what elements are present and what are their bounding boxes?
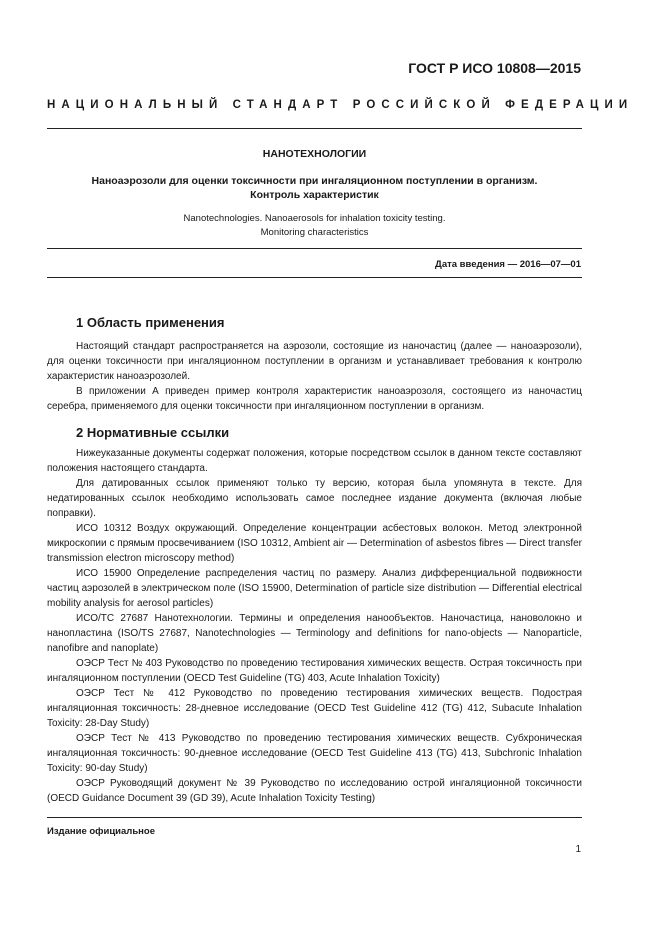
divider-top — [47, 128, 582, 129]
russian-title-line-1: Наноаэрозоли для оценки токсичности при ингаляционном поступлении в организм. — [91, 175, 538, 187]
section-2-heading: 2 Нормативные ссылки — [76, 425, 230, 440]
introduction-date: Дата введения — 2016—07—01 — [435, 259, 581, 270]
national-standard-title: НАЦИОНАЛЬНЫЙ СТАНДАРТ РОССИЙСКОЙ ФЕДЕРАЦИИ — [47, 99, 634, 111]
section-1-body — [47, 339, 582, 414]
reference-iso-10312: ИСО 10312 Воздух окружающий. Определение концентрации асбестовых волокон. Метод электронной микроскопии с прямым просвечиванием (ISO 10312, Ambient air — Determination of asbestos fibres — Direct transfer transmission electron microscopy method) — [47, 523, 582, 564]
standard-code: ГОСТ Р ИСО 10808—2015 — [408, 60, 581, 76]
english-title-line-2: Monitoring characteristics — [260, 227, 369, 238]
english-title — [47, 212, 582, 240]
reference-oecd-gd-39: ОЭСР Руководящий документ № 39 Руководство по исследованию острой ингаляционной токсичности (OECD Guidance Document 39 (GD 39), Acute Inhalation Toxicity Testing) — [47, 778, 582, 804]
paragraph: Настоящий стандарт распространяется на аэрозоли, состоящие из наночастиц (далее — наноаэрозоли), для оценки токсичности при ингаляционном поступлении в организм и устанавливает требования к контролю характеристик наноаэрозолей. — [47, 341, 582, 382]
page-number: 1 — [575, 844, 581, 855]
divider-bottom — [47, 817, 582, 818]
topic-heading: НАНОТЕХНОЛОГИИ — [262, 148, 367, 160]
divider-below-date — [47, 277, 582, 278]
russian-title — [47, 174, 582, 202]
reference-iso-15900: ИСО 15900 Определение распределения частиц по размеру. Анализ дифференциальной подвижности частиц аэрозолей в электрическом поле (ISO 15900, Determination of particle size distribution — Differential electrical mobility analysis for aerosol particles) — [47, 568, 582, 609]
divider-middle — [47, 248, 582, 249]
russian-title-line-2: Контроль характеристик — [250, 189, 379, 201]
section-2-body — [47, 446, 582, 806]
paragraph: Для датированных ссылок применяют только ту версию, которая была упомянута в тексте. Для недатированных ссылок необходимо использовать самое последнее издание документа (включая любые поправки). — [47, 478, 582, 519]
reference-oecd-403: ОЭСР Тест № 403 Руководство по проведению тестирования химических веществ. Острая токсичность при ингаляционном поступлении (OECD Test Guideline (TG) 403, Acute Inhalation Toxicity) — [47, 658, 582, 684]
paragraph: В приложении А приведен пример контроля характеристик наноаэрозоля, состоящего из наночастиц серебра, применяемого для оценки токсичности при ингаляционном поступлении в организм. — [47, 386, 582, 412]
reference-oecd-413: ОЭСР Тест № 413 Руководство по проведению тестирования химических веществ. Субхроническая ингаляционная токсичность: 90-дневное исследование (OECD Test Guideline 413 (TG) 413, Subchronic Inhalation Toxicity: 90-day Study) — [47, 733, 582, 774]
reference-oecd-412: ОЭСР Тест № 412 Руководство по проведению тестирования химических веществ. Подострая ингаляционная токсичность: 28-дневное исследование (OECD Test Guideline 412 (TG) 412, Subacute Inhalation Toxicity: 28-Day Study) — [47, 688, 582, 729]
reference-iso-ts-27687: ИСО/ТС 27687 Нанотехнологии. Термины и определения нанообъектов. Наночастица, нановолокно и нанопластина (ISO/TS 27687, Nanotechnologies — Terminology and definitions for nano-objects — Nanoparticle, nanofibre and nanoplate) — [47, 613, 582, 654]
section-1-heading: 1 Область применения — [76, 315, 225, 330]
official-edition-label: Издание официальное — [47, 826, 155, 837]
english-title-line-1: Nanotechnologies. Nanoaerosols for inhalation toxicity testing. — [183, 213, 446, 224]
paragraph: Нижеуказанные документы содержат положения, которые посредством ссылок в данном тексте составляют положения настоящего стандарта. — [47, 448, 582, 474]
